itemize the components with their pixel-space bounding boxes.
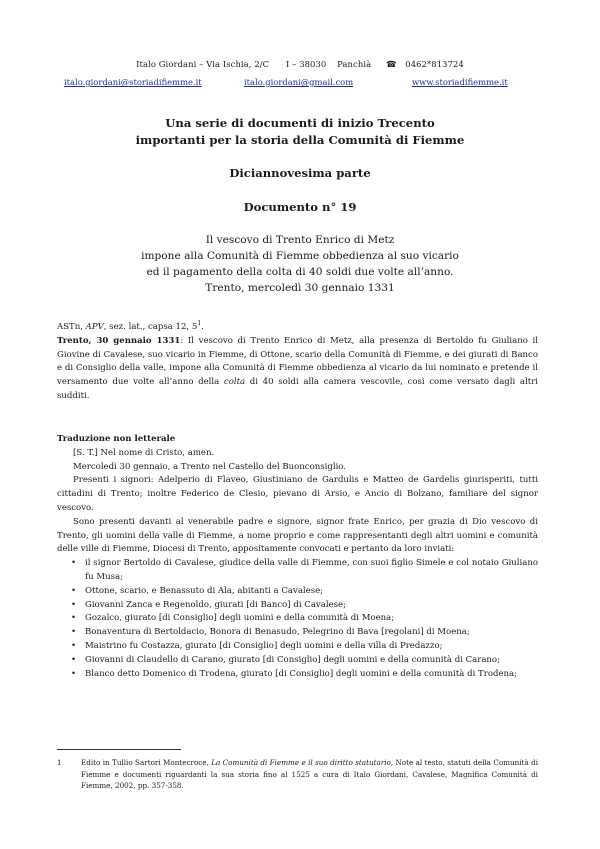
bullet-icon: • bbox=[71, 558, 77, 569]
attendees-list bbox=[57, 557, 538, 681]
list-item: • Gozalco, giurato [di Consiglio] degli uomini e della comunità di Moena; bbox=[57, 612, 538, 626]
list-item: • Blanco detto Domenico di Trodena, giurato [di Consiglio] degli uomini e della comunità di Trodena; bbox=[57, 668, 538, 682]
footnote-ref[interactable]: 1 bbox=[197, 320, 202, 328]
bullet-icon: • bbox=[71, 585, 77, 596]
regesto-date: Trento, 30 gennaio 1331 bbox=[57, 335, 181, 346]
footnote-separator bbox=[57, 749, 181, 750]
town: Panchià bbox=[337, 59, 372, 69]
email-link-2[interactable]: italo.giordani@gmail.com bbox=[244, 77, 354, 87]
translation-paragraph: Mercoledì 30 gennaio, a Trento nel Castello del Buonconsiglio. bbox=[73, 461, 347, 472]
bullet-icon: • bbox=[71, 654, 77, 665]
translation-section bbox=[57, 433, 538, 681]
bullet-icon: • bbox=[71, 627, 77, 638]
website-link[interactable]: www.storiadifiemme.it bbox=[412, 77, 508, 87]
translation-paragraph: Presenti i signori: Adelperio di Flaveo, Giustiniano de Gardulis e Matteo de Gardelis giurisperiti, tutti cittadini di Trento; inoltre Federico de Clesio, pievano di Arsio, e Ancio di Bolzano, familiare del signor vescovo. bbox=[57, 475, 538, 513]
document-title-line-1: Una serie di documenti di inizio Trecento bbox=[165, 116, 435, 130]
list-item: • Giovanni di Claudello di Carano, giurato [di Consiglio] degli uomini e della comunità di Carano; bbox=[57, 654, 538, 668]
phone-icon: ☎ bbox=[385, 59, 397, 69]
regesto-paragraph: Trento, 30 gennaio 1331: Il vescovo di Trento Enrico di Metz, alla presenza di Bertoldo fu Giuliano il Giovine di Cavalese, suo vicario in Fiemme, di Ottone, scario della Comunità di Fiemme, e dei giurati di Banco e di Consiglio della valle, impone alla Comunità di Fiemme obbedienza al vicario da lui nominato e pretende il versamento due volte all’anno della colta di 40 soldi alla camera vescovile, così come versato dagli altri sudditi. bbox=[57, 335, 539, 401]
list-item: • Giovanni Zanca e Regenoldo, giurati [di Banco] di Cavalese; bbox=[57, 599, 538, 613]
translation-heading: Traduzione non letterale bbox=[57, 434, 176, 444]
bullet-icon: • bbox=[71, 668, 77, 679]
translation-paragraph: [S. T.] Nel nome di Cristo, amen. bbox=[73, 447, 215, 458]
document-title-line-2: importanti per la storia della Comunità di Fiemme bbox=[135, 133, 465, 147]
letterhead-address bbox=[0, 59, 600, 69]
subtitle-line-4: Trento, mercoledì 30 gennaio 1331 bbox=[205, 282, 395, 294]
summary-section bbox=[57, 321, 538, 404]
bullet-icon: • bbox=[71, 599, 77, 610]
postal-code: I – 38030 bbox=[285, 59, 327, 69]
list-item: • il signor Bertoldo di Cavalese, giudice della valle di Fiemme, con suoi figlio Simele e col notaio Giuliano fu Musa; bbox=[71, 558, 538, 582]
footnote-number: 1 bbox=[57, 758, 62, 767]
translation-paragraph: Sono presenti davanti al venerabile padre e signore, signor frate Enrico, per grazia di Dio vescovo di Trento, gli uomini della valle di Fiemme, a nome proprio e come rappresentanti degli altri uomini e comunità delle ville di Fiemme, Diocesi di Trento, appositamente convocati e pertanto da loro inviati: bbox=[57, 516, 538, 555]
bullet-icon: • bbox=[71, 613, 77, 624]
phone-number: 0462*813724 bbox=[405, 59, 464, 69]
author-address: Italo Giordani – Via Ischia, 2/C bbox=[136, 59, 270, 69]
part-title: Diciannovesima parte bbox=[229, 166, 371, 180]
subtitle-line-1: Il vescovo di Trento Enrico di Metz bbox=[205, 234, 395, 246]
footnote bbox=[57, 757, 538, 792]
bullet-icon: • bbox=[71, 640, 77, 651]
archival-source: ASTn, APV, sez. lat., capsa 12, $5^1$. bbox=[57, 320, 204, 332]
document-number: Documento n° 19 bbox=[243, 200, 357, 214]
list-item: • Bonaventura di Bertoldacio, Bonora di Benasudo, Pelegrino di Bava [regolani] di Moena; bbox=[57, 626, 538, 640]
list-item: • Ottone, scario, e Benassuto di Ala, abitanti a Cavalese; bbox=[57, 585, 538, 599]
list-item: • Maistrino fu Costazza, giurato [di Consiglio] degli uomini e della villa di Predazzo; bbox=[57, 640, 538, 654]
email-link-1[interactable]: italo.giordani@storiadifiemme.it bbox=[64, 77, 202, 87]
subtitle-line-3: ed il pagamento della colta di 40 soldi due volte all’anno. bbox=[146, 266, 454, 278]
subtitle-line-2: impone alla Comunità di Fiemme obbedienza al suo vicario bbox=[141, 250, 459, 262]
footnote-text: Edito in Tullio Sartori Montecroce, La Comunità di Fiemme e il suo diritto statutario, Note al testo, statuti della Comunità di Fiemme e documenti riguardanti la sua storia fino al 1525 a cura di Italo Giordani, Cavalese, Magnifica Comunità di Fiemme, 2002, pp. 357-358. bbox=[81, 758, 538, 791]
